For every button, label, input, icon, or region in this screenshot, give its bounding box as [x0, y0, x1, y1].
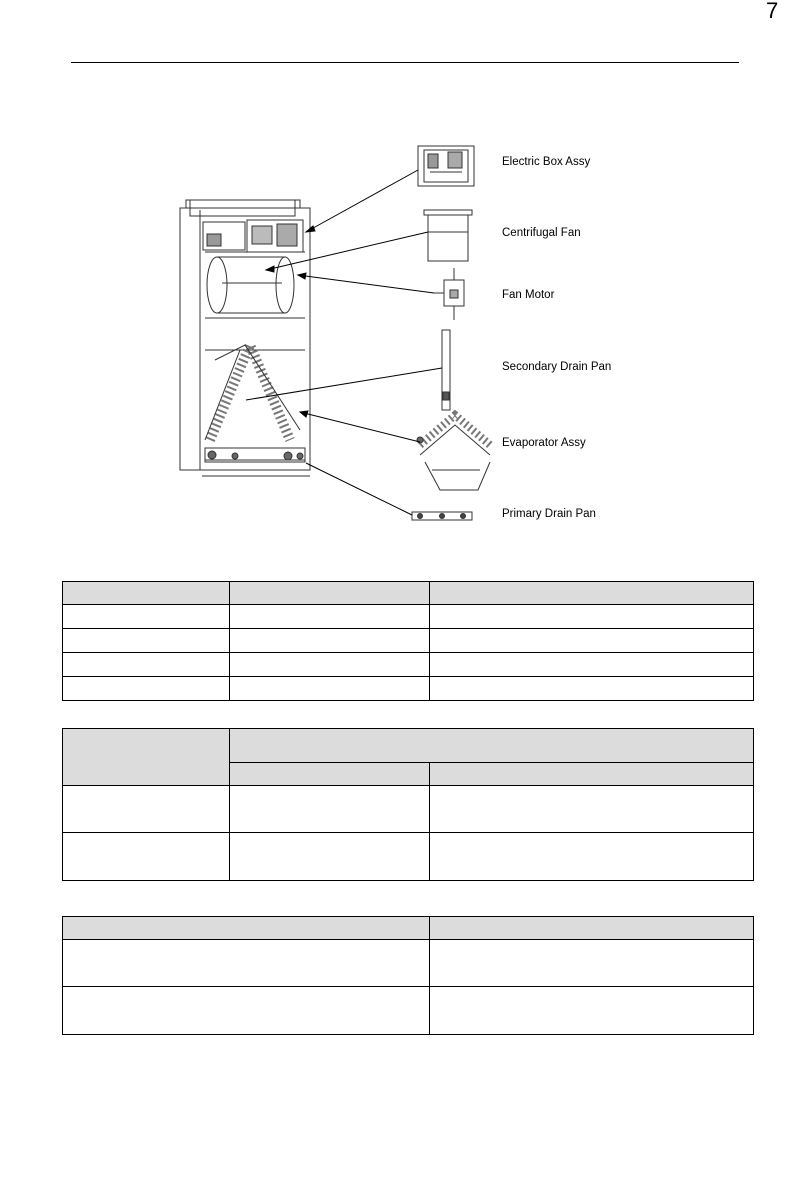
part-secondary-drain-pan: [442, 330, 450, 410]
table-row: [63, 833, 754, 881]
leader-secondary-drain-pan: [246, 368, 442, 400]
table-row: [63, 940, 754, 987]
page-number: 7: [766, 0, 779, 23]
table-row: [63, 629, 754, 653]
label-centrifugal-fan: Centrifugal Fan: [502, 227, 581, 239]
leader-primary-drain-pan: [306, 463, 412, 515]
label-secondary-drain-pan: Secondary Drain Pan: [502, 361, 612, 373]
table-row: [63, 987, 754, 1035]
table-row: [63, 605, 754, 629]
part-evaporator: [417, 415, 490, 490]
leader-electric-box: [306, 170, 418, 232]
table-row: [63, 786, 754, 833]
part-primary-drain-pan: [412, 512, 472, 520]
label-electric-box: Electric Box Assy: [502, 156, 591, 168]
part-electric-box: [418, 146, 474, 186]
label-evaporator: Evaporator Assy: [502, 437, 586, 449]
table-header-row: [63, 582, 754, 605]
leader-evaporator: [300, 412, 420, 442]
part-fan-motor: [434, 268, 464, 320]
spec-table-1: [62, 581, 754, 701]
spec-table-3: [62, 916, 754, 1035]
table-header-row: [63, 917, 754, 940]
table-row: [63, 653, 754, 677]
part-centrifugal-fan: [424, 210, 472, 261]
leader-fan-motor: [298, 275, 434, 293]
table-row: [63, 677, 754, 701]
table-header-row: [63, 729, 754, 763]
label-fan-motor: Fan Motor: [502, 289, 555, 301]
spec-table-2: [62, 728, 754, 881]
exploded-view-diagram: [0, 0, 811, 560]
label-primary-drain-pan: Primary Drain Pan: [502, 508, 596, 520]
air-handler-cabinet: [180, 200, 310, 476]
